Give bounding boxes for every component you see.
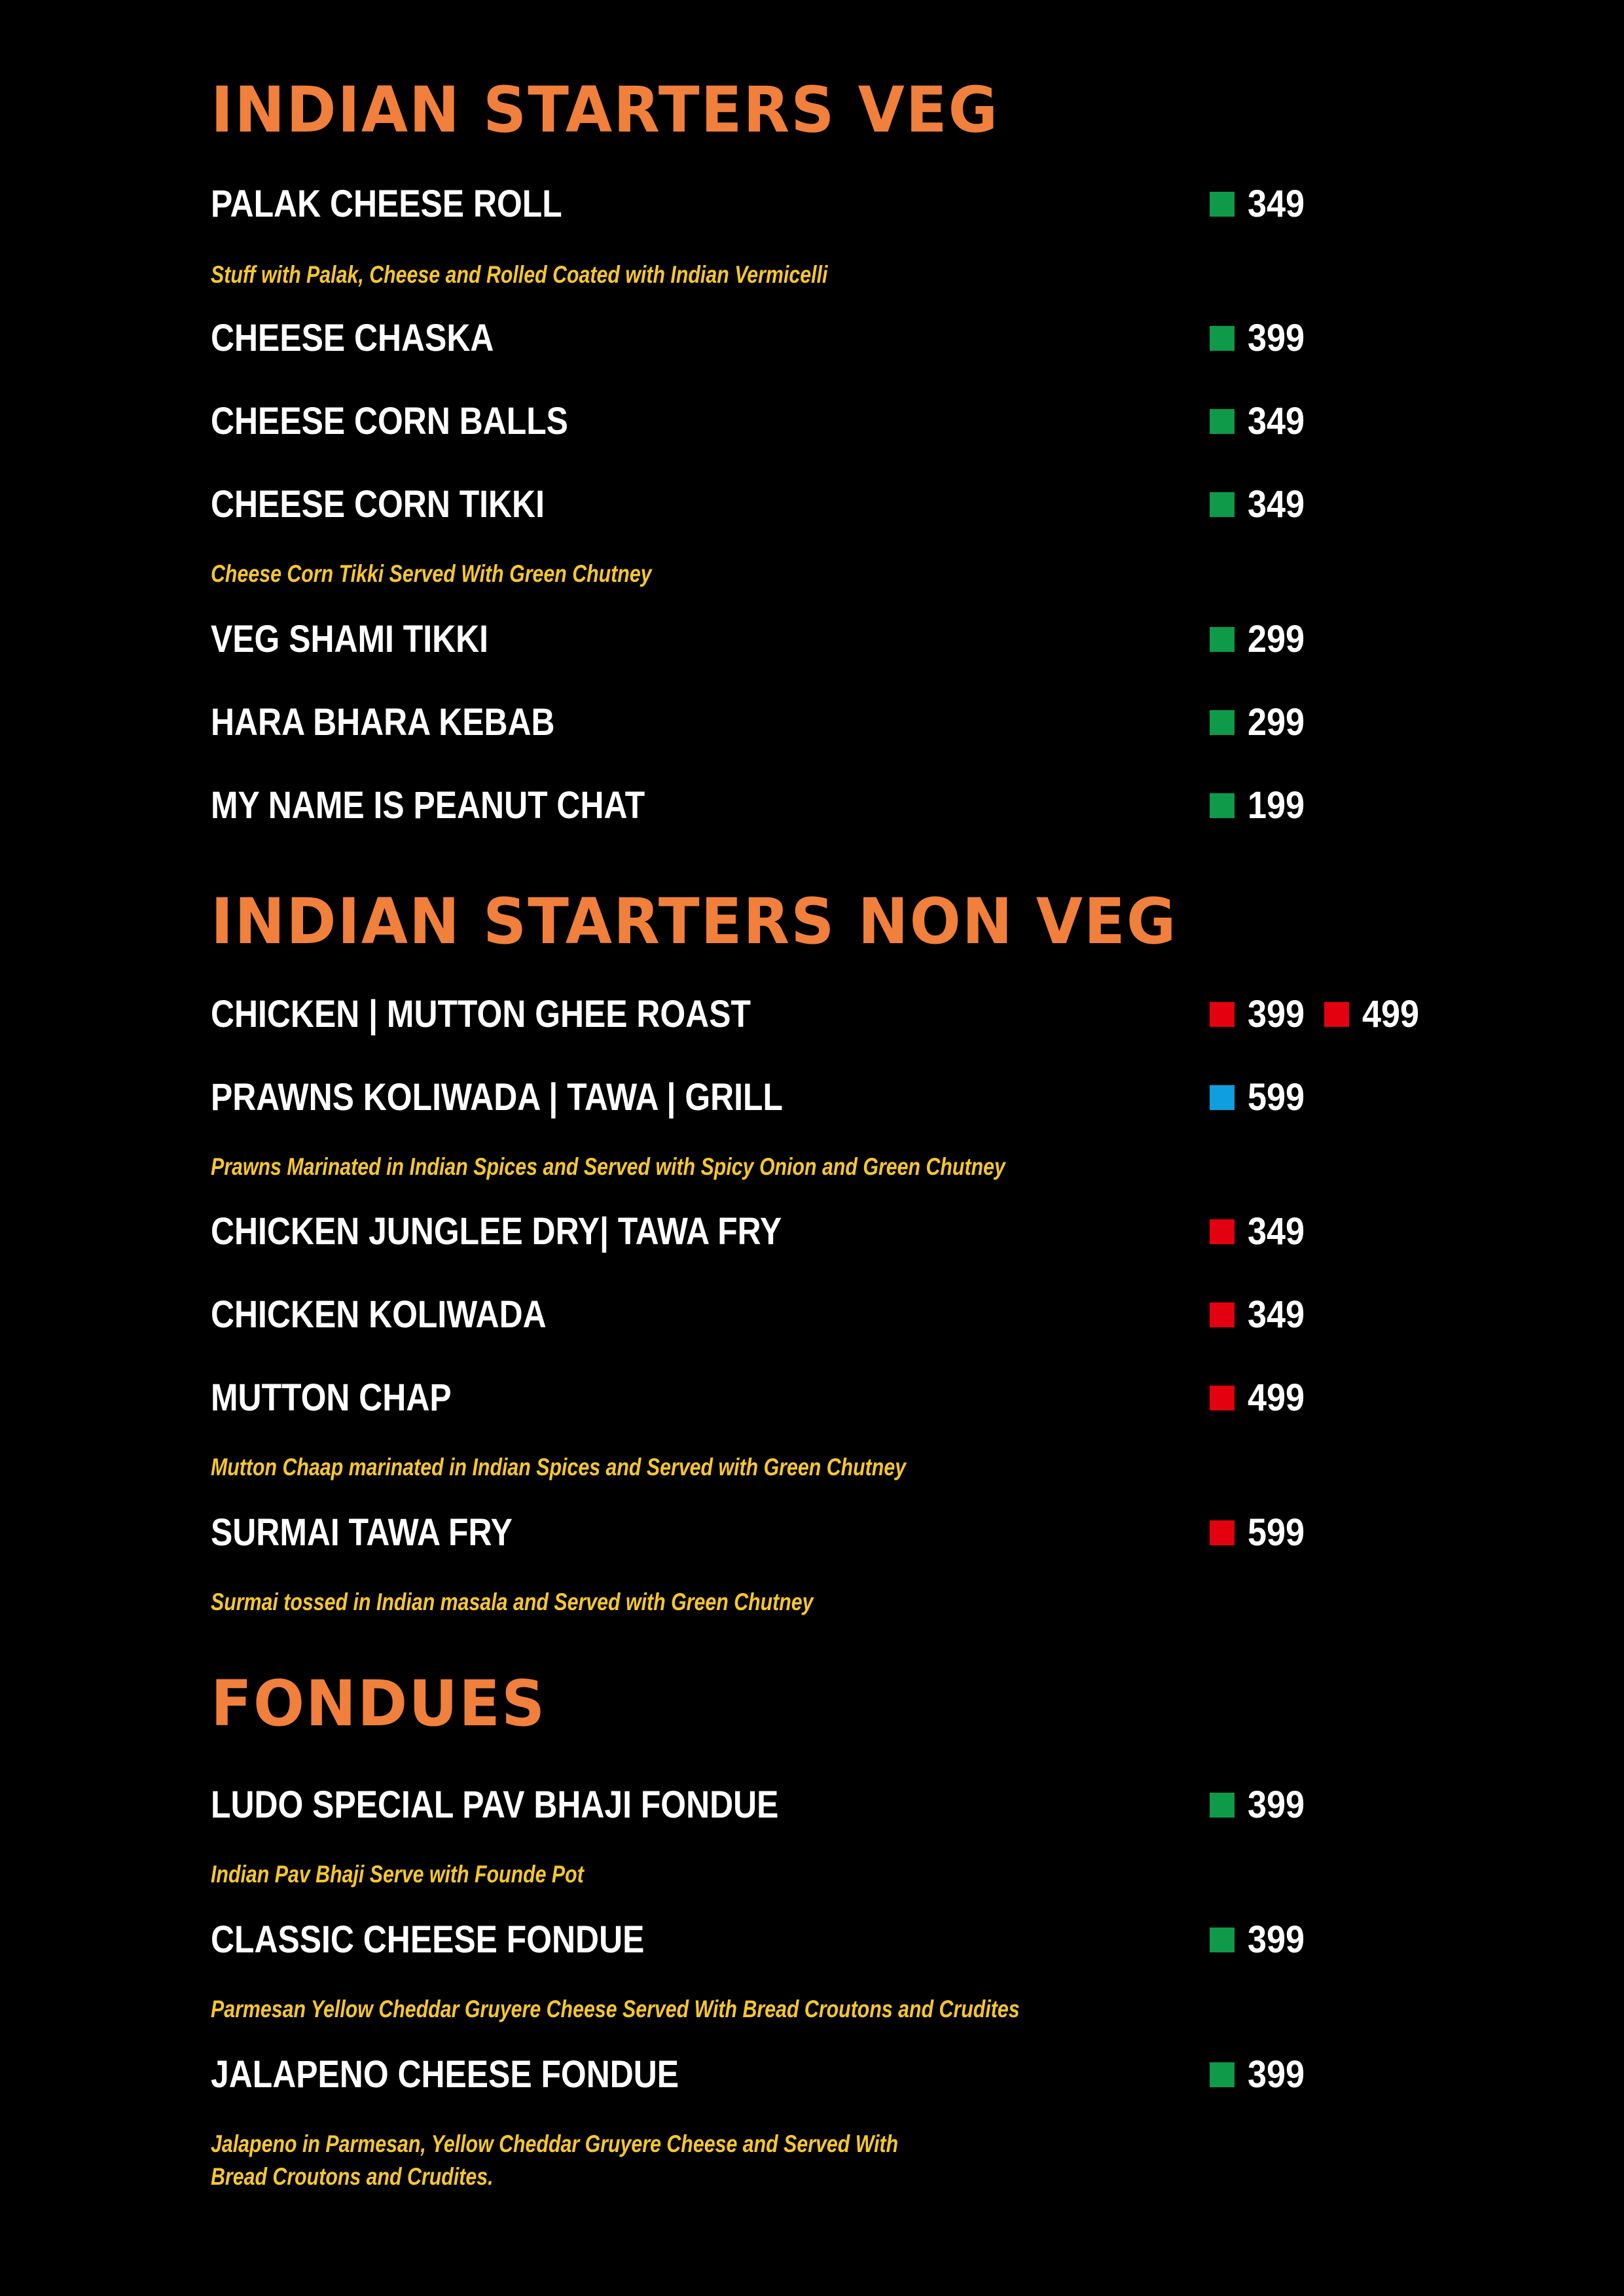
menu-item-description: Indian Pav Bhaji Serve with Founde Pot <box>211 1861 584 1888</box>
non-veg-indicator-icon <box>1210 1002 1235 1027</box>
section-heading: FONDUES <box>211 1666 547 1740</box>
veg-indicator-icon <box>1210 1793 1235 1818</box>
menu-item-name: PALAK CHEESE ROLL <box>211 183 562 225</box>
menu-item-description: Prawns Marinated in Indian Spices and Served with Spicy Onion and Green Chutney <box>211 1153 1005 1180</box>
menu-item-name: SURMAI TAWA FRY <box>211 1511 513 1554</box>
veg-indicator-icon <box>1210 710 1235 735</box>
menu-item-description: Parmesan Yellow Cheddar Gruyere Cheese Served With Bread Croutons and Crudites <box>211 1996 1020 2022</box>
menu-item-name: MY NAME IS PEANUT CHAT <box>211 784 645 827</box>
menu-item-price: 349 <box>1248 400 1305 442</box>
veg-indicator-icon <box>1210 409 1235 434</box>
menu-item-price: 199 <box>1248 784 1305 827</box>
menu-item-name: CHEESE CHASKA <box>211 317 494 359</box>
menu-item-price: 349 <box>1248 183 1305 225</box>
menu-item-name: HARA BHARA KEBAB <box>211 701 555 744</box>
menu-item-price: 299 <box>1248 618 1305 660</box>
non-veg-indicator-icon <box>1210 1302 1235 1327</box>
menu-item-name: PRAWNS KOLIWADA | TAWA | GRILL <box>211 1076 783 1119</box>
veg-indicator-icon <box>1210 326 1235 351</box>
menu-item-name: CHICKEN JUNGLEE DRY| TAWA FRY <box>211 1210 782 1253</box>
seafood-indicator-icon <box>1210 1085 1235 1110</box>
menu-item-name: MUTTON CHAP <box>211 1376 452 1419</box>
menu-item-price: 399 <box>1248 1784 1305 1826</box>
veg-indicator-icon <box>1210 2062 1235 2087</box>
veg-indicator-icon <box>1210 793 1235 818</box>
section-heading: INDIAN STARTERS NON VEG <box>211 884 1178 958</box>
veg-indicator-icon <box>1210 192 1235 217</box>
menu-item-price: 399 <box>1248 317 1305 359</box>
menu-item-price: 399 <box>1248 1918 1305 1961</box>
menu-item-price: 399 <box>1248 2053 1305 2096</box>
menu-item-name: LUDO SPECIAL PAV BHAJI FONDUE <box>211 1784 779 1826</box>
non-veg-indicator-icon <box>1210 1520 1235 1545</box>
non-veg-indicator-icon <box>1210 1386 1235 1410</box>
non-veg-indicator-icon <box>1210 1219 1235 1244</box>
menu-item-description: Cheese Corn Tikki Served With Green Chutney <box>211 560 652 587</box>
menu-item-price: 599 <box>1248 1511 1305 1554</box>
menu-item-description: Stuff with Palak, Cheese and Rolled Coated with Indian Vermicelli <box>211 261 828 288</box>
menu-item-name: CHEESE CORN BALLS <box>211 400 568 442</box>
veg-indicator-icon <box>1210 1928 1235 1952</box>
menu-item-price: 349 <box>1248 483 1305 526</box>
menu-item-price: 299 <box>1248 701 1305 744</box>
menu-item-description: Mutton Chaap marinated in Indian Spices and Served with Green Chutney <box>211 1454 907 1480</box>
veg-indicator-icon <box>1210 492 1235 517</box>
section-heading: INDIAN STARTERS VEG <box>211 73 1000 147</box>
menu-item-name: CHICKEN | MUTTON GHEE ROAST <box>211 993 751 1035</box>
menu-item-price: 399 <box>1248 993 1305 1035</box>
menu-item-name: JALAPENO CHEESE FONDUE <box>211 2053 679 2096</box>
menu-item-price: 349 <box>1248 1210 1305 1253</box>
menu-item-price: 599 <box>1248 1076 1305 1119</box>
menu-item-description: Jalapeno in Parmesan, Yellow Cheddar Gruyere Cheese and Served With Bread Croutons and Crudites. <box>211 2130 899 2190</box>
menu-item-price: 499 <box>1248 1376 1305 1419</box>
menu-item-name: CHICKEN KOLIWADA <box>211 1293 547 1336</box>
menu-item-price: 499 <box>1362 993 1420 1035</box>
non-veg-indicator-icon <box>1324 1002 1349 1027</box>
menu-item-description: Surmai tossed in Indian masala and Served with Green Chutney <box>211 1588 814 1615</box>
menu-item-price: 349 <box>1248 1293 1305 1336</box>
menu-item-name: CHEESE CORN TIKKI <box>211 483 545 526</box>
menu-item-name: CLASSIC CHEESE FONDUE <box>211 1918 645 1961</box>
menu-item-name: VEG SHAMI TIKKI <box>211 618 489 660</box>
veg-indicator-icon <box>1210 627 1235 652</box>
